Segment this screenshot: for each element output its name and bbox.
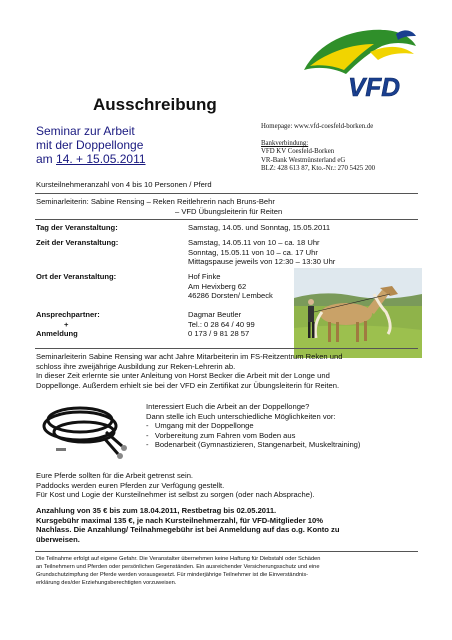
vfd-logo [300,22,420,102]
place-line: 46286 Dorsten/ Lembeck [188,291,273,301]
contact-line: Tel.: 0 28 64 / 40 99 [188,319,255,329]
disclaimer-line: Die Teilnahme erfolgt auf eigene Gefahr. Die Veranstalter übernehmen keine Haftung für Diebstahl oder Schäden [36,556,321,562]
day-label: Tag der Veranstaltung: [36,223,118,232]
divider [35,219,418,220]
leader-line2: – VFD Übungsleiterin für Reiten [175,206,283,216]
offer-item: - Vorbereitung zum Fahren vom Boden aus [146,430,296,440]
fee-line: Nachlass. Die Anzahlung/ Teilnahmegebühr ist bei Anmeldung auf das o.g. Konto zu [36,525,340,535]
seminar-title-line3: am 14. + 15.05.2011 [36,152,146,166]
horse-logo-icon [300,22,420,102]
horse-photo [294,268,422,358]
plus-sign: + [64,319,69,329]
offer-item: - Bodenarbeit (Gymnastizieren, Stangenarbeit, Muskeltraining) [146,440,361,450]
homepage-link[interactable]: Homepage: www.vfd-coesfeld-borken.de [261,123,374,130]
seminar-title-line1: Seminar zur Arbeit [36,124,135,138]
time-value [188,238,335,267]
bio-line: In dieser Zeit erlernte sie unter Anleitung von Horst Becker die Arbeit mit der Longe und [36,371,330,381]
offer-item: - Umgang mit der Doppellonge [146,421,254,431]
time-line: Samstag, 14.05.11 von 10 – ca. 18 Uhr [188,238,320,247]
notes-text [36,471,315,500]
seminar-title-line2: mit der Doppellonge [36,138,144,152]
time-label: Zeit der Veranstaltung: [36,238,119,247]
place-value [188,272,273,301]
seminar-date: 14. + 15.05.2011 [56,152,146,166]
fees-text [36,506,340,544]
divider [35,551,418,552]
time-line: Sonntag, 15.05.11 von 10 – ca. 17 Uhr [188,247,318,257]
divider [35,193,418,194]
offer-line1: Interessiert Euch die Arbeit an der Doppellonge? [146,402,310,411]
bank-label: Bankverbindung: [261,140,309,148]
divider [35,348,418,349]
page-title: Ausschreibung [93,95,217,114]
bank-line2: VR-Bank Westmünsterland eG [261,156,346,164]
participant-count: Kursteilnehmeranzahl von 4 bis 10 Personen / Pferd [36,180,212,189]
time-line: Mittagspause jeweils von 12:30 – 13:30 Uhr [188,257,336,267]
disclaimer-line: erklärung des/der Erziehungsberechtigten vorzuweisen. [36,580,177,586]
bio-text [36,352,342,390]
register-label: Anmeldung [36,329,78,339]
bank-line1: VFD KV Coesfeld-Borken [261,148,335,156]
contact-box [261,123,431,173]
fee-line: Kursgebühr maximal 135 €, je nach Kursteilnehmerzahl, für VFD-Mitglieder 10% [36,515,323,525]
note-line: Paddocks werden euren Pferden zur Verfügung gestellt. [36,480,225,490]
disclaimer-line: Grundschutzimpfung der Pferde werden vorausgesetzt. Für minderjährige Teilnehmer ist die Einverständnis- [36,572,309,578]
disclaimer-line: an Teilnehmern und Pferden oder persönlichen Gegenständen. Ein ausreichender Versicherungsschutz und eine [36,564,320,570]
fee-line: überweisen. [36,534,80,544]
bank-line3: BLZ: 428 613 87, Kto.-Nr.: 270 5425 200 [261,164,376,172]
place-line: Am Hevixberg 62 [188,281,247,291]
contact-line: 0 173 / 9 81 28 57 [188,329,250,339]
seminar-leader [36,197,282,216]
place-label: Ort der Veranstaltung: [36,272,117,281]
bio-line: Doppellonge. Außerdem erhielt sie bei der VFD ein Zertifikat zur Übungsleiterin für Reiten. [36,380,340,390]
note-line: Für Kost und Logie der Kursteilnehmer ist selbst zu sorgen (oder nach Absprache). [36,490,315,500]
disclaimer [36,555,320,587]
seminar-title [36,124,146,166]
contact-value [188,310,255,339]
leader-line1: Seminarleiterin: Sabine Rensing – Reken Reitlehrerin nach Bruns-Behr [36,197,275,206]
fee-line: Anzahlung von 35 € bis zum 18.04.2011, Restbetrag bis 02.05.2011. [36,506,277,515]
double-lunge-photo [36,398,141,468]
note-line: Eure Pferde sollten für die Arbeit getrenst sein. [36,471,194,480]
place-line: Hof Finke [188,272,221,281]
bio-line: schloss ihre zweijährige Ausbildung zur Reken-Lehrerin ab. [36,361,236,371]
offer-text [146,402,360,450]
horse-photo-image [294,268,422,358]
logo-text: VFD [348,72,400,102]
offer-line2: Dann stelle ich Euch unterschiedliche Möglichkeiten vor: [146,411,336,421]
bio-line: Seminarleiterin Sabine Rensing war acht Jahre Mitarbeiterin im FS-Reitzentrum Reken und [36,352,343,361]
contact-label: Ansprechpartner: + Anmeldung [36,310,100,339]
lunge-line-icon [36,398,141,468]
contact-line: Dagmar Beutler [188,310,242,319]
day-value: Samstag, 14.05. und Sonntag, 15.05.2011 [188,223,331,232]
